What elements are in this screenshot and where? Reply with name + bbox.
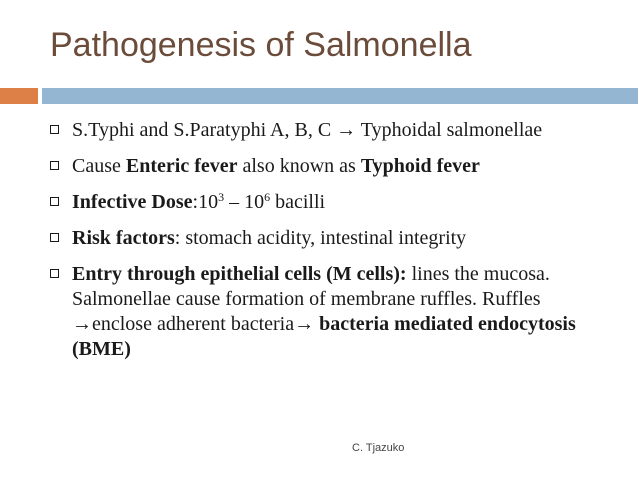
checkbox-bullet-icon [50,269,59,278]
checkbox-bullet-icon [50,161,59,170]
bullet-item: Infective $Dose:10^3 - 10^6$ bacilli [50,190,610,215]
arrow-icon: → [336,119,357,141]
slide-title: Pathogenesis of Salmonella [50,26,472,64]
checkbox-bullet-icon [50,125,59,134]
checkbox-bullet-icon [50,197,59,206]
footer-author: C. Tjazuko [352,442,405,454]
bullet-list [50,118,610,373]
bullet-item: Entry through epithelial cells (M cells): lines the mucosa. Salmonellae cause formation of membrane ruffles. Ruffles →enclose adherent bacteria→ bacteria mediated endocytosis (BME) [50,262,610,362]
bullet-item: Risk factors: stomach acidity, intestinal integrity [50,226,610,251]
bullet-item: S.Typhi and S.Paratyphi A, B, C → Typhoidal salmonellae [50,118,610,143]
accent-bar-orange [0,88,38,104]
arrow-icon: → [72,313,92,335]
bullet-item: Cause Enteric fever also known as Typhoid fever [50,154,610,179]
checkbox-bullet-icon [50,233,59,242]
accent-bar-blue [42,88,638,104]
arrow-icon: → [294,313,315,335]
